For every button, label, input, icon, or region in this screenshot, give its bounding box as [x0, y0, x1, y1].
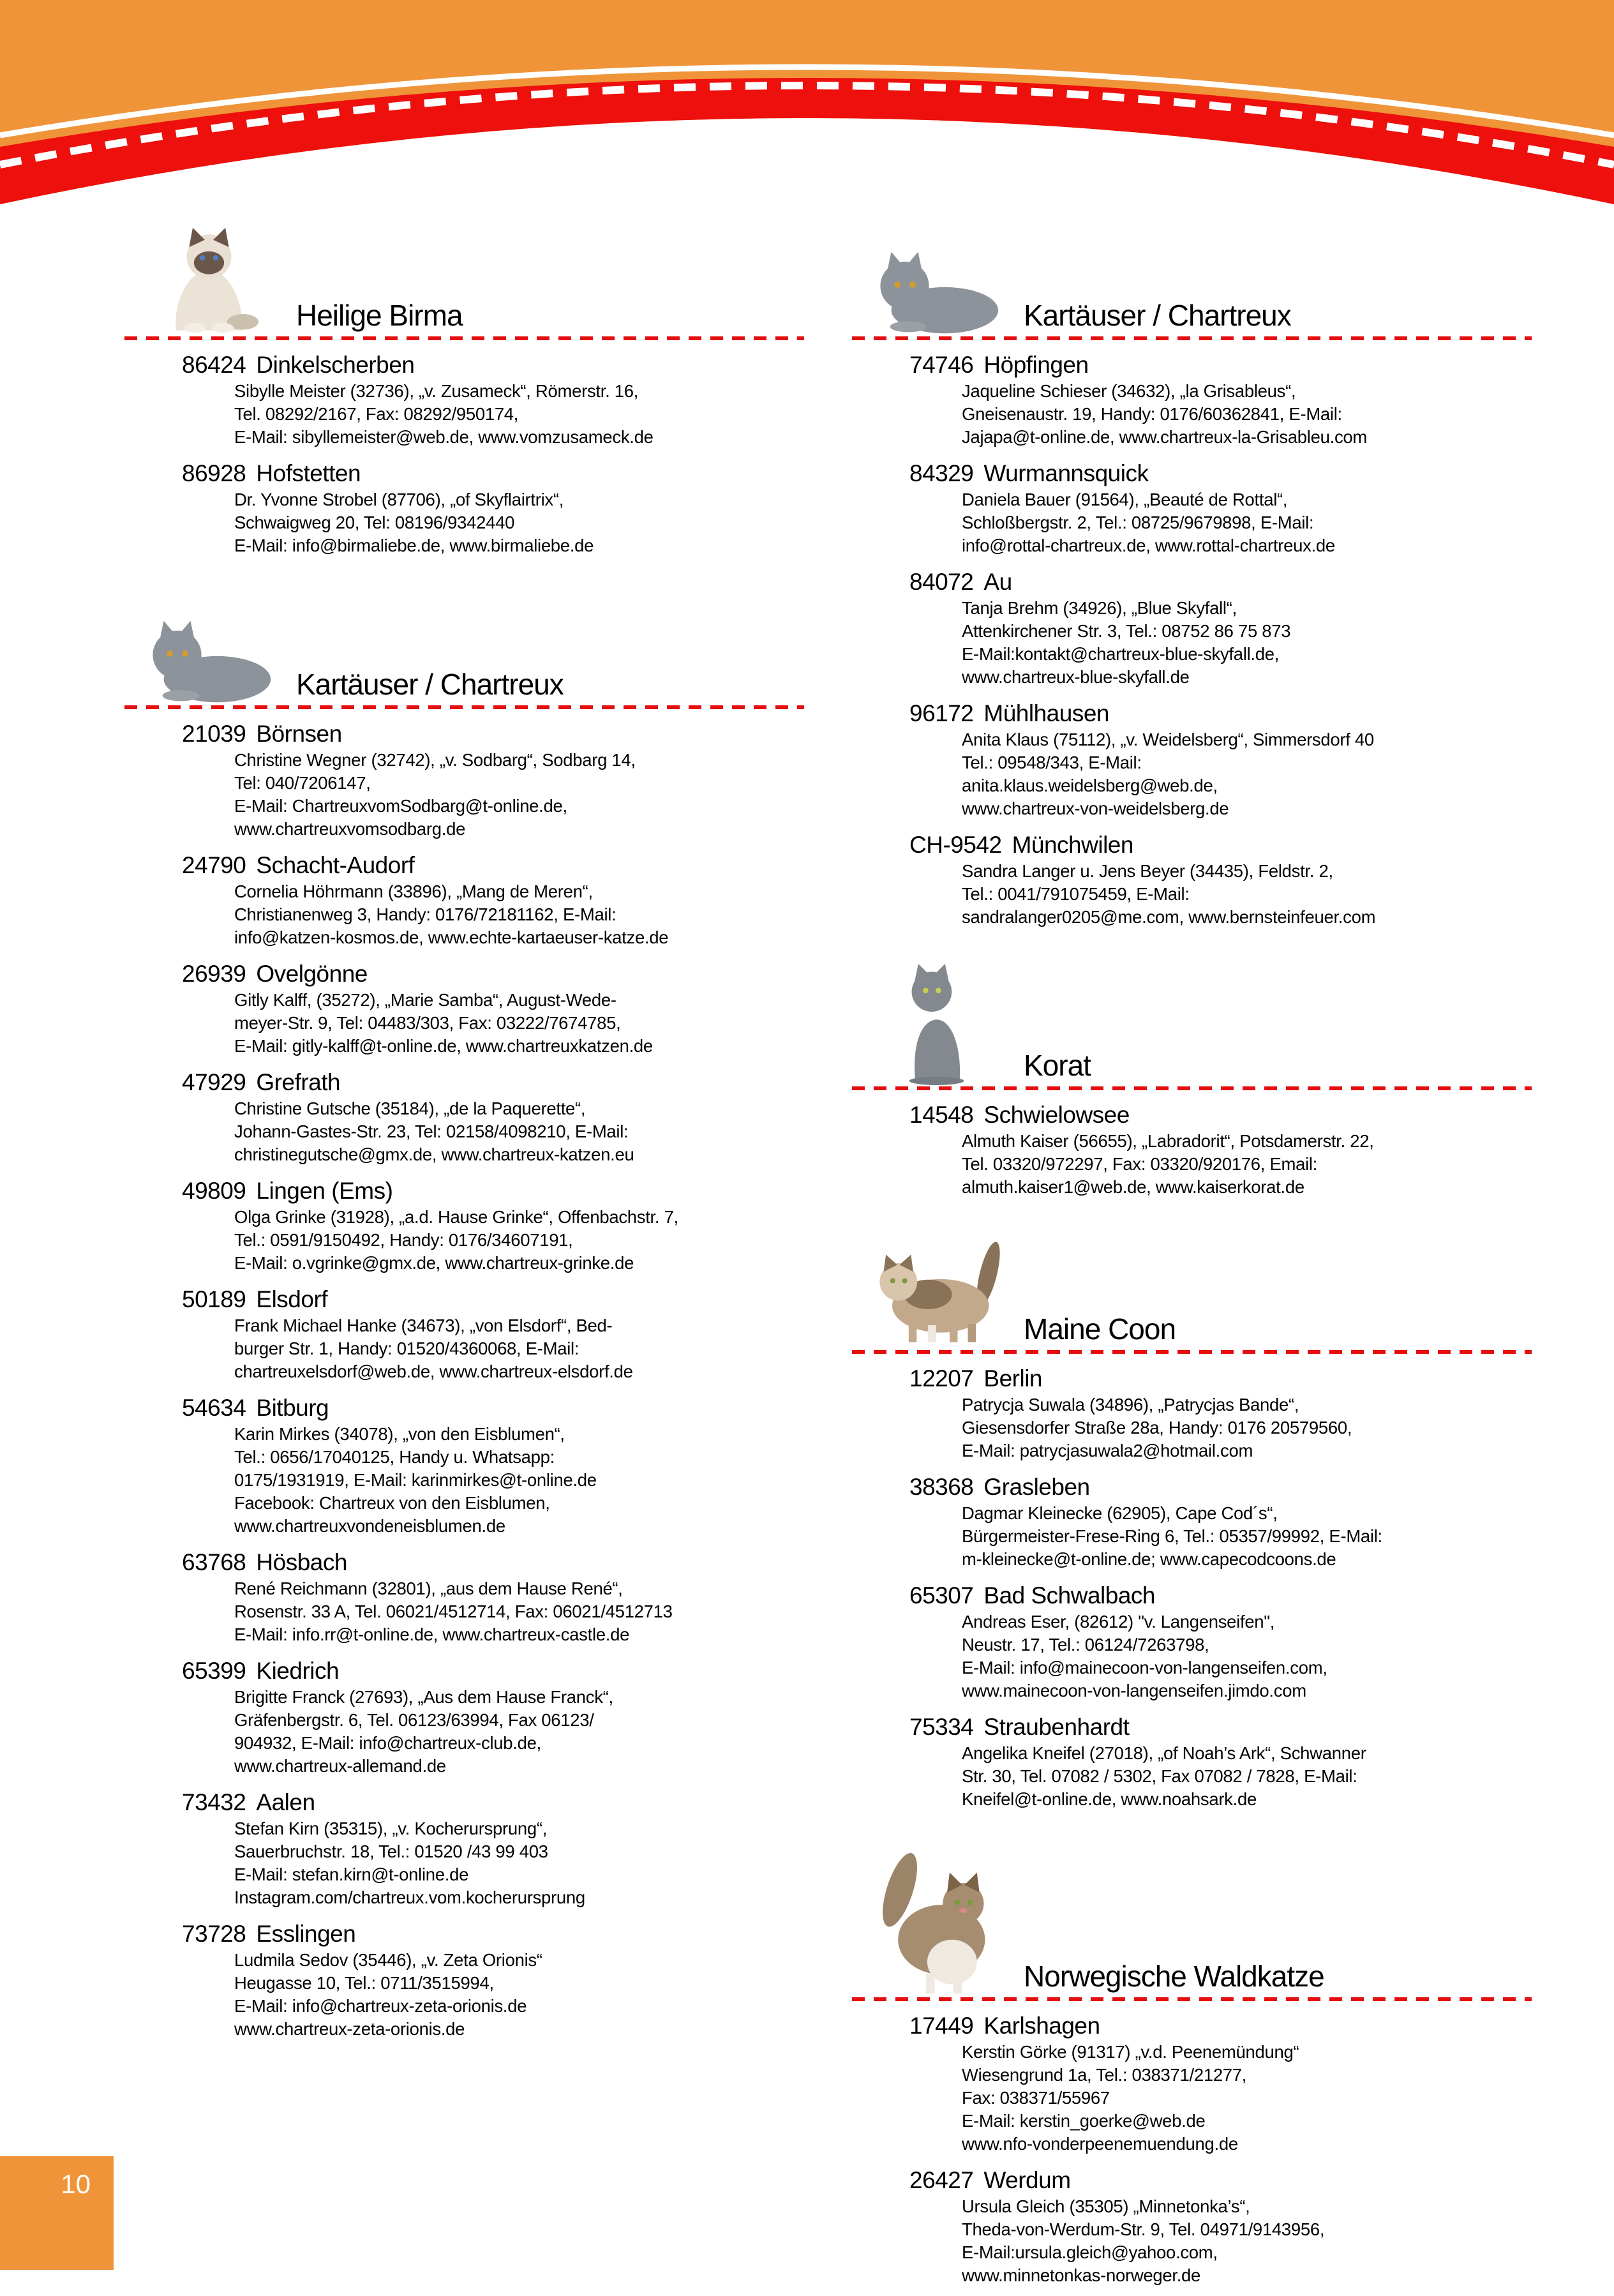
entry-detail-line: Almuth Kaiser (56655), „Labradorit“, Potsdamerstr. 22,: [962, 1131, 1374, 1151]
entry-detail-line: anita.klaus.weidelsberg@web.de,: [962, 776, 1218, 795]
entry-detail-line: E-Mail: sibyllemeister@web.de, www.vomzusameck.de: [234, 427, 654, 447]
entry-heading: [182, 1656, 804, 1686]
breed-section: [852, 1846, 1532, 2287]
breeder-entry: [852, 1581, 1532, 1702]
entry-postal-code: 73728: [182, 1921, 246, 1947]
section-header: [144, 592, 804, 704]
entry-detail-line: www.nfo-vonderpeenemuendung.de: [962, 2134, 1238, 2154]
entry-postal-code: 24790: [182, 852, 246, 878]
entry-detail-line: Ursula Gleich (35305) „Minnetonka’s“,: [962, 2196, 1250, 2216]
column-right: [852, 223, 1532, 2296]
entry-city: Werdum: [983, 2167, 1071, 2193]
entry-detail-line: Neustr. 17, Tel.: 06124/7263798,: [962, 1635, 1209, 1654]
breeder-entry: [124, 1788, 804, 1909]
entry-city: Schacht-Audorf: [256, 852, 415, 878]
entry-detail-line: E-Mail:ursula.gleich@yahoo.com,: [962, 2242, 1218, 2262]
entry-heading: [909, 350, 1532, 380]
entry-detail-line: Olga Grinke (31928), „a.d. Hause Grinke“, Offenbachstr. 7,: [234, 1207, 678, 1227]
breeder-entry: [124, 1656, 804, 1778]
breeder-entry: [124, 851, 804, 949]
section-header: [871, 1234, 1532, 1349]
breeder-entry: [124, 1068, 804, 1166]
entry-detail-line: Bürgermeister-Frese-Ring 6, Tel.: 05357/99992, E-Mail:: [962, 1526, 1382, 1546]
entry-heading: [182, 1285, 804, 1314]
entry-postal-code: 86424: [182, 352, 246, 378]
entry-city: Bitburg: [256, 1395, 329, 1421]
section-divider-dashed: [852, 336, 1532, 340]
entry-detail-line: E-Mail: stefan.kirn@t-online.de: [234, 1865, 469, 1884]
entry-detail-line: E-Mail: kerstin_goerke@web.de: [962, 2111, 1206, 2131]
breeder-entry: [852, 2166, 1532, 2287]
entry-postal-code: 54634: [182, 1395, 246, 1421]
breed-section: [124, 223, 804, 557]
entry-detail-line: Tel.: 09548/343, E-Mail:: [962, 753, 1142, 772]
breed-title: Kartäuser / Chartreux: [1024, 299, 1291, 332]
chartreux-cat-photo: [871, 249, 1002, 335]
entry-detail-line: www.chartreux-allemand.de: [234, 1756, 446, 1776]
entry-detail-line: E-Mail: info@chartreux-zeta-orionis.de: [234, 1996, 527, 2016]
page-number-block: [0, 2156, 114, 2270]
entry-city: Bad Schwalbach: [983, 1582, 1156, 1609]
entry-detail-line: E-Mail: info.rr@t-online.de, www.chartreux-castle.de: [234, 1624, 630, 1644]
breeder-entry: [852, 1364, 1532, 1462]
breeder-entry: [124, 1393, 804, 1538]
entry-postal-code: 14548: [909, 1102, 974, 1128]
entry-heading: [909, 1364, 1532, 1393]
section-divider-dashed: [124, 705, 804, 709]
entry-detail-line: info@rottal-chartreux.de, www.rottal-chartreux.de: [962, 536, 1335, 555]
entry-heading: [182, 1393, 804, 1423]
section-header: [871, 1846, 1532, 1996]
entry-heading: [182, 1788, 804, 1817]
breed-title: Kartäuser / Chartreux: [296, 668, 564, 701]
entry-detail-line: www.chartreux-blue-skyfall.de: [962, 667, 1190, 687]
entry-detail-line: Andreas Eser, (82612) "v. Langenseifen",: [962, 1612, 1275, 1632]
entry-city: Grasleben: [983, 1474, 1090, 1500]
breeder-entry: [124, 1548, 804, 1646]
entry-detail-line: info@katzen-kosmos.de, www.echte-kartaeuser-katze.de: [234, 927, 669, 947]
entry-city: Mühlhausen: [983, 700, 1109, 726]
entry-city: Berlin: [983, 1365, 1042, 1392]
entry-city: Esslingen: [256, 1921, 356, 1947]
entry-heading: [182, 851, 804, 880]
entry-postal-code: 12207: [909, 1365, 974, 1392]
entry-detail-line: Christine Gutsche (35184), „de la Paquerette“,: [234, 1099, 586, 1118]
entry-heading: [909, 459, 1532, 488]
breeder-entry: [852, 699, 1532, 820]
entry-city: Straubenhardt: [983, 1714, 1130, 1740]
entry-heading: [909, 1713, 1532, 1742]
entry-postal-code: 73432: [182, 1789, 246, 1815]
entry-detail-line: Wiesengrund 1a, Tel.: 038371/21277,: [962, 2065, 1247, 2085]
entry-postal-code: 50189: [182, 1286, 246, 1312]
entry-detail-line: Instagram.com/chartreux.vom.kocherursprung: [234, 1887, 585, 1907]
entry-detail-line: Heugasse 10, Tel.: 0711/3515994,: [234, 1973, 494, 1993]
entry-detail-line: meyer-Str. 9, Tel: 04483/303, Fax: 03222/7674785,: [234, 1013, 621, 1033]
entry-detail-line: Dagmar Kleinecke (62905), Cape Cod´s“,: [962, 1503, 1278, 1523]
entry-detail-line: E-Mail:kontakt@chartreux-blue-skyfall.de,: [962, 644, 1280, 664]
entry-detail-line: Brigitte Franck (27693), „Aus dem Hause Franck“,: [234, 1687, 613, 1707]
entry-heading: [182, 1919, 804, 1949]
breeder-entry: [852, 1473, 1532, 1571]
entry-detail-line: www.mainecoon-von-langenseifen.jimdo.com: [962, 1681, 1306, 1700]
entry-detail-line: Fax: 038371/55967: [962, 2088, 1110, 2108]
breeder-entry: [852, 350, 1532, 449]
entry-city: Grefrath: [256, 1069, 341, 1095]
breeder-entry: [852, 830, 1532, 929]
entry-city: Lingen (Ems): [256, 1178, 393, 1204]
breed-title: Norwegische Waldkatze: [1024, 1960, 1324, 1993]
entry-heading: [909, 567, 1532, 597]
entry-detail-line: Dr. Yvonne Strobel (87706), „of Skyflairtrix“,: [234, 490, 564, 509]
entry-postal-code: 96172: [909, 700, 974, 726]
entry-detail-line: Daniela Bauer (91564), „Beauté de Rottal“,: [962, 490, 1288, 509]
entry-detail-line: René Reichmann (32801), „aus dem Hause René“,: [234, 1579, 623, 1598]
entry-detail-line: Gneisenaustr. 19, Handy: 0176/60362841, E-Mail:: [962, 404, 1342, 424]
entry-detail-line: E-Mail: ChartreuxvomSodbarg@t-online.de,: [234, 796, 567, 816]
entry-city: Kiedrich: [256, 1658, 340, 1684]
entry-heading: [909, 1581, 1532, 1610]
entry-city: Dinkelscherben: [256, 352, 415, 378]
entry-postal-code: 65307: [909, 1582, 974, 1609]
entry-detail-line: 0175/1931919, E-Mail: karinmirkes@t-online.de: [234, 1470, 597, 1490]
entry-city: Schwielowsee: [983, 1102, 1130, 1128]
entry-heading: [909, 2011, 1532, 2041]
norwegian-forest-cat-photo: [871, 1846, 1002, 1996]
entry-detail-line: www.minnetonkas-norweger.de: [962, 2265, 1201, 2285]
breed-section: [852, 964, 1532, 1199]
entry-detail-line: chartreuxelsdorf@web.de, www.chartreux-elsdorf.de: [234, 1362, 633, 1381]
section-header: [144, 223, 804, 335]
breed-section: [852, 223, 1532, 929]
breeder-entry: [124, 1285, 804, 1383]
entry-detail-line: Gräfenbergstr. 6, Tel. 06123/63994, Fax 06123/: [234, 1710, 594, 1730]
entry-detail-line: Anita Klaus (75112), „v. Weidelsberg“, Simmersdorf 40: [962, 730, 1374, 749]
section-header: [871, 964, 1532, 1085]
entry-detail-line: 904932, E-Mail: info@chartreux-club.de,: [234, 1733, 541, 1753]
entry-detail-line: almuth.kaiser1@web.de, www.kaiserkorat.de: [962, 1177, 1304, 1197]
entry-postal-code: 26939: [182, 961, 246, 987]
breed-title: Maine Coon: [1024, 1312, 1176, 1346]
entry-postal-code: 17449: [909, 2013, 974, 2039]
entry-detail-line: Schloßbergstr. 2, Tel.: 08725/9679898, E-Mail:: [962, 513, 1314, 532]
entry-detail-line: Giesensdorfer Straße 28a, Handy: 0176 20579560,: [962, 1418, 1352, 1437]
chartreux-cat-photo: [144, 618, 274, 704]
entry-postal-code: 86928: [182, 460, 246, 486]
entry-heading: [182, 959, 804, 989]
entry-detail-line: Cornelia Höhrmann (33896), „Mang de Meren“,: [234, 882, 593, 901]
section-divider-dashed: [852, 1086, 1532, 1090]
breeder-entry: [124, 1919, 804, 2041]
entry-detail-line: Karin Mirkes (34078), „von den Eisblumen“,: [234, 1424, 565, 1444]
entry-detail-line: Christine Wegner (32742), „v. Sodbarg“, Sodbarg 14,: [234, 750, 636, 770]
entry-city: Höpfingen: [983, 352, 1089, 378]
entry-detail-line: Patrycja Suwala (34896), „Patrycjas Bande“,: [962, 1395, 1299, 1414]
entry-detail-line: Sandra Langer u. Jens Beyer (34435), Feldstr. 2,: [962, 861, 1333, 881]
entry-heading: [182, 1068, 804, 1097]
breeder-entry: [124, 959, 804, 1058]
entry-detail-line: E-Mail: gitly-kalff@t-online.de, www.chartreuxkatzen.de: [234, 1036, 653, 1056]
birma-cat-photo: [144, 227, 274, 335]
entry-detail-line: Frank Michael Hanke (34673), „von Elsdorf“, Bed-: [234, 1316, 613, 1335]
breed-title: Heilige Birma: [296, 299, 463, 332]
entry-city: Ovelgönne: [256, 961, 368, 987]
entry-detail-line: Christianenweg 3, Handy: 0176/72181162, E-Mail:: [234, 904, 616, 924]
entry-heading: [182, 1548, 804, 1577]
entry-city: Elsdorf: [256, 1286, 328, 1312]
entry-detail-line: Facebook: Chartreux von den Eisblumen,: [234, 1493, 550, 1513]
entry-postal-code: CH-9542: [909, 832, 1002, 858]
entry-detail-line: Sauerbruchstr. 18, Tel.: 01520 /43 99 403: [234, 1842, 548, 1861]
entry-detail-line: Tel.: 0656/17040125, Handy u. Whatsapp:: [234, 1447, 555, 1467]
entry-heading: [182, 1176, 804, 1206]
entry-city: Hofstetten: [256, 460, 361, 486]
entry-detail-line: E-Mail: info@birmaliebe.de, www.birmaliebe.de: [234, 536, 594, 555]
entry-detail-line: christinegutsche@gmx.de, www.chartreux-katzen.eu: [234, 1144, 634, 1164]
entry-detail-line: Schwaigweg 20, Tel: 08196/9342440: [234, 513, 515, 532]
entry-heading: [182, 719, 804, 749]
entry-detail-line: Kneifel@t-online.de, www.noahsark.de: [962, 1789, 1257, 1809]
entry-detail-line: Tel: 040/7206147,: [234, 773, 371, 793]
entry-detail-line: Angelika Kneifel (27018), „of Noah’s Ark“, Schwanner: [962, 1743, 1366, 1763]
entry-detail-line: m-kleinecke@t-online.de; www.capecodcoons.de: [962, 1549, 1336, 1569]
entry-detail-line: Tel. 03320/972297, Fax: 03320/920176, Email:: [962, 1154, 1318, 1174]
column-left: [124, 223, 804, 2296]
entry-detail-line: Jajapa@t-online.de, www.chartreux-la-Grisableu.com: [962, 427, 1367, 447]
entry-city: Wurmannsquick: [983, 460, 1149, 486]
section-header: [871, 223, 1532, 335]
entry-postal-code: 74746: [909, 352, 974, 378]
entry-detail-line: Ludmila Sedov (35446), „v. Zeta Orionis“: [234, 1950, 542, 1970]
entry-detail-line: Tel.: 0041/791075459, E-Mail:: [962, 884, 1190, 904]
entry-detail-line: Tel.: 0591/9150492, Handy: 0176/34607191,: [234, 1230, 573, 1250]
entry-postal-code: 38368: [909, 1474, 974, 1500]
entry-detail-line: burger Str. 1, Handy: 01520/4360068, E-Mail:: [234, 1339, 579, 1358]
entry-postal-code: 75334: [909, 1714, 974, 1740]
entry-detail-line: Tanja Brehm (34926), „Blue Skyfall“,: [962, 598, 1237, 618]
section-divider-dashed: [124, 336, 804, 340]
entry-detail-line: sandralanger0205@me.com, www.bernsteinfeuer.com: [962, 907, 1376, 927]
entry-postal-code: 21039: [182, 721, 246, 747]
breeder-entry: [852, 459, 1532, 557]
entry-detail-line: Stefan Kirn (35315), „v. Kocherursprung“,: [234, 1819, 548, 1838]
entry-postal-code: 49809: [182, 1178, 246, 1204]
entry-city: Hösbach: [256, 1549, 347, 1575]
entry-detail-line: E-Mail: patrycjasuwala2@hotmail.com: [962, 1441, 1253, 1460]
entry-postal-code: 84072: [909, 569, 974, 595]
entry-detail-line: Kerstin Görke (91317) „v.d. Peenemündung“: [962, 2042, 1299, 2062]
entry-postal-code: 84329: [909, 460, 974, 486]
entry-detail-line: Attenkirchener Str. 3, Tel.: 08752 86 75 873: [962, 621, 1291, 641]
entry-detail-line: Jaqueline Schieser (34632), „la Grisableus“,: [962, 381, 1296, 401]
breeder-entry: [124, 350, 804, 449]
entry-detail-line: Sibylle Meister (32736), „v. Zusameck“, Römerstr. 16,: [234, 381, 639, 401]
mainecoon-cat-photo: [871, 1234, 1002, 1349]
section-divider-dashed: [852, 1350, 1532, 1354]
breeder-entry: [852, 2011, 1532, 2156]
breeder-entry: [124, 459, 804, 557]
entry-postal-code: 47929: [182, 1069, 246, 1095]
entry-detail-line: www.chartreux-von-weidelsberg.de: [962, 799, 1229, 818]
entry-heading: [182, 459, 804, 488]
entry-detail-line: www.chartreuxvondeneisblumen.de: [234, 1516, 505, 1536]
breeder-entry: [852, 1100, 1532, 1199]
breed-section: [852, 1234, 1532, 1811]
entry-heading: [909, 2166, 1532, 2195]
entry-detail-line: Johann-Gastes-Str. 23, Tel: 02158/4098210, E-Mail:: [234, 1122, 629, 1141]
entry-heading: [909, 1473, 1532, 1502]
entry-heading: [909, 1100, 1532, 1130]
entry-detail-line: www.chartreux-zeta-orionis.de: [234, 2019, 465, 2039]
entry-postal-code: 65399: [182, 1658, 246, 1684]
entry-postal-code: 26427: [909, 2167, 974, 2193]
entry-detail-line: E-Mail: info@mainecoon-von-langenseifen.com,: [962, 1658, 1327, 1677]
breed-section: [124, 592, 804, 2041]
section-divider-dashed: [852, 1997, 1532, 2001]
entry-detail-line: E-Mail: o.vgrinke@gmx.de, www.chartreux-grinke.de: [234, 1253, 634, 1273]
entry-detail-line: www.chartreuxvomsodbarg.de: [234, 819, 466, 839]
entry-detail-line: Tel. 08292/2167, Fax: 08292/950174,: [234, 404, 519, 424]
breeder-entry: [852, 1713, 1532, 1811]
entry-detail-line: Rosenstr. 33 A, Tel. 06021/4512714, Fax: 06021/4512713: [234, 1602, 673, 1621]
breeder-entry: [124, 1176, 804, 1275]
breeder-entry: [852, 567, 1532, 689]
entry-heading: [909, 699, 1532, 728]
page-number: 10: [61, 2169, 91, 2199]
entry-detail-line: Gitly Kalff, (35272), „Marie Samba“, August-Wede-: [234, 990, 616, 1010]
entry-city: Münchwilen: [1012, 832, 1133, 858]
entry-postal-code: 63768: [182, 1549, 246, 1575]
entry-city: Aalen: [256, 1789, 315, 1815]
entry-detail-line: Theda-von-Werdum-Str. 9, Tel. 04971/9143956,: [962, 2219, 1325, 2239]
breed-title: Korat: [1024, 1049, 1091, 1082]
entry-city: Au: [983, 569, 1012, 595]
korat-cat-photo: [871, 964, 1002, 1085]
entry-city: Karlshagen: [983, 2013, 1100, 2039]
entry-detail-line: Str. 30, Tel. 07082 / 5302, Fax 07082 / 7828, E-Mail:: [962, 1766, 1357, 1786]
entry-city: Börnsen: [256, 721, 342, 747]
directory-content: [124, 223, 1535, 2296]
entry-heading: [909, 830, 1532, 860]
breeder-entry: [124, 719, 804, 841]
entry-heading: [182, 350, 804, 380]
